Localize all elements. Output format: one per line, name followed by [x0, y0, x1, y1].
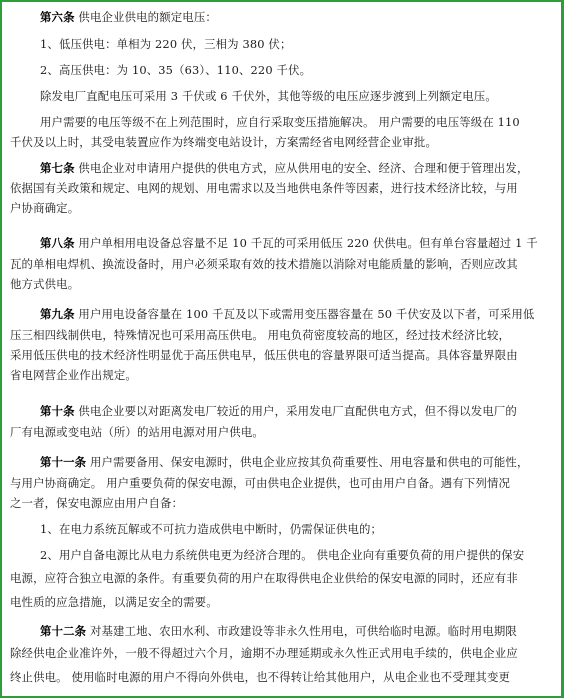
article-11-text-1: 用户需要备用、保安电源时，供电企业应按其负荷重要性、用电容量和供电的可能性， — [89, 455, 529, 469]
article-6-paragraph-4-line-1: 用户需要的电压等级不在上列范围时，应自行采取变压措施解决。 用户需要的电压等级在 110 — [40, 115, 520, 129]
article-11-line-2: 与用户协商确定。 用户重要负荷的保安电源，可由供电企业提供，也可由用户自备。遇有下列情况 — [10, 476, 511, 490]
article-9-line-1 — [40, 307, 534, 321]
article-6-heading: 第六条 — [40, 10, 75, 24]
article-12-line-2: 除经供电企业准许外，一般不得超过六个月，逾期不办理延期或永久性正式用电手续的，供电企业应 — [10, 646, 518, 660]
article-12-line-3: 终止供电。 使用临时电源的用户不得向外供电，也不得转让给其他用户，从电企业也不受理其变更 — [10, 670, 511, 684]
article-8-text-1: 用户单相用电设备总容量不足 10 千瓦的可采用低压 220 伏供电。但有单台容量超过 1 千 — [78, 236, 538, 250]
article-7-heading: 第七条 — [40, 161, 75, 175]
article-6-line-1 — [40, 10, 217, 24]
article-10-heading: 第十条 — [40, 404, 75, 418]
article-8-line-1 — [40, 236, 538, 250]
article-8-heading: 第八条 — [40, 236, 75, 250]
article-12-text-1: 对基建工地、农田水利、市政建设等非永久性用电，可供给临时电源。临时用电期限 — [89, 624, 517, 638]
article-11-line-3: 之一者，保安电源应由用户自备： — [10, 496, 184, 510]
article-6-paragraph-4-line-2: 千伏及以上时，其受电装置应作为终端变电站设计，方案需经省电网经营企业审批。 — [10, 135, 438, 149]
article-6-paragraph-3: 除发电厂直配电压可采用 3 千伏或 6 千伏外，其他等级的电压应逐步渡到上列额定电压。 — [40, 89, 497, 103]
article-7-text-1: 供电企业对申请用户提供的供电方式，应从供用电的安全、经济、合理和便于管理出发， — [78, 161, 529, 175]
article-7-line-2: 依据国有关政策和规定、电网的规划、用电需求以及当地供电条件等因素，进行技术经济比较，与用 — [10, 181, 518, 195]
article-9-line-3: 采用低压供电的技术经济性明显优于高压供电早，低压供电的容量界限可适当提高。具体容量界限由 — [10, 348, 518, 362]
article-6-text: 供电企业供电的额定电压： — [78, 10, 217, 24]
article-9-line-2: 压三相四线制供电，特殊情况也可采用高压供电。 用电负荷密度较高的地区，经过技术经济比较， — [10, 328, 511, 342]
article-8-line-3: 他方式供电。 — [10, 277, 80, 291]
article-7-line-3: 户协商确定。 — [10, 201, 80, 215]
article-6-item-1: 1、低压供电：单相为 220 伏，三相为 380 伏； — [40, 37, 292, 51]
article-12-heading: 第十二条 — [40, 624, 87, 638]
article-6-item-2: 2、高压供电：为 10、35（63）、110、220 千伏。 — [40, 63, 312, 77]
article-12-line-1 — [40, 624, 517, 638]
article-7-line-1 — [40, 161, 529, 175]
article-9-text-1: 用户用电设备容量在 100 千瓦及以下或需用变压器容量在 50 千伏安及以下者，可采用低 — [78, 307, 535, 321]
article-11-item-2-line-2: 电源，应符合独立电源的条件。有重要负荷的用户在取得供电企业供给的保安电源的同时，还应有非 — [10, 571, 518, 585]
article-11-item-2-line-3: 电性质的应急措施，以满足安全的需要。 — [10, 595, 218, 609]
article-9-line-4: 省电网营企业作出规定。 — [10, 368, 137, 382]
article-10-line-2: 厂有电源或变电站（所）的站用电源对用户供电。 — [10, 425, 264, 439]
article-10-text-1: 供电企业要以对距离发电厂较近的用户，采用发电厂直配供电方式，但不得以发电厂的 — [78, 404, 517, 418]
article-9-heading: 第九条 — [40, 307, 75, 321]
article-11-heading: 第十一条 — [40, 455, 87, 469]
article-10-line-1 — [40, 404, 517, 418]
article-11-item-2-line-1: 2、用户自备电源比从电力系统供电更为经济合理的。 供电企业向有重要负荷的用户提供的保安 — [40, 548, 525, 562]
article-11-line-1 — [40, 455, 529, 469]
article-8-line-2: 瓦的单相电焊机、换流设备时，用户必须采取有效的技术措施以消除对电能质量的影响，否则应改其 — [10, 257, 518, 271]
article-11-item-1: 1、在电力系统瓦解或不可抗力造成供电中断时，仍需保证供电的； — [40, 522, 383, 536]
